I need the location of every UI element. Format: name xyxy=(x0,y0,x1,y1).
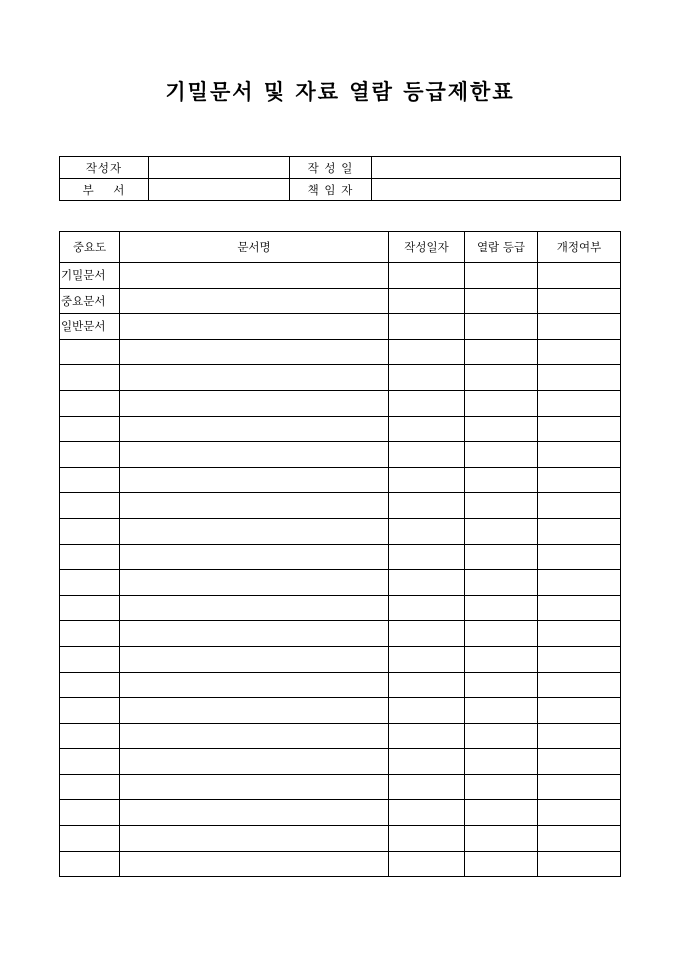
access-level-cell[interactable] xyxy=(465,339,538,365)
table-row xyxy=(60,570,621,596)
table-row xyxy=(60,442,621,468)
revision-cell[interactable] xyxy=(538,698,621,724)
table-row xyxy=(60,851,621,877)
access-level-cell[interactable] xyxy=(465,826,538,852)
created-date-cell[interactable] xyxy=(389,544,465,570)
access-level-cell[interactable] xyxy=(465,390,538,416)
document-name-cell[interactable] xyxy=(120,698,389,724)
table-row xyxy=(60,595,621,621)
importance-cell[interactable] xyxy=(60,390,120,416)
table-row xyxy=(60,749,621,775)
importance-cell[interactable] xyxy=(60,416,120,442)
created-date-cell[interactable] xyxy=(389,621,465,647)
access-level-cell[interactable] xyxy=(465,621,538,647)
author-info-table xyxy=(59,156,621,201)
revision-cell[interactable] xyxy=(538,826,621,852)
importance-cell[interactable]: 일반문서 xyxy=(60,314,120,340)
table-row xyxy=(60,672,621,698)
document-name-cell[interactable] xyxy=(120,288,389,314)
table-row xyxy=(60,314,621,340)
access-level-cell[interactable] xyxy=(465,595,538,621)
access-level-cell[interactable] xyxy=(465,467,538,493)
importance-cell[interactable] xyxy=(60,800,120,826)
access-level-cell[interactable] xyxy=(465,493,538,519)
table-row xyxy=(60,698,621,724)
revision-cell[interactable] xyxy=(538,467,621,493)
table-row xyxy=(60,416,621,442)
importance-cell[interactable] xyxy=(60,467,120,493)
importance-cell[interactable] xyxy=(60,749,120,775)
document-name-cell[interactable] xyxy=(120,723,389,749)
column-header-revision: 개정여부 xyxy=(538,232,621,263)
importance-cell[interactable] xyxy=(60,646,120,672)
info-row xyxy=(60,157,621,179)
access-level-cell[interactable] xyxy=(465,442,538,468)
column-header-importance: 중요도 xyxy=(60,232,120,263)
revision-cell[interactable] xyxy=(538,621,621,647)
created-date-cell[interactable] xyxy=(389,800,465,826)
importance-cell[interactable] xyxy=(60,774,120,800)
document-name-cell[interactable] xyxy=(120,774,389,800)
table-row xyxy=(60,365,621,391)
document-name-cell[interactable] xyxy=(120,851,389,877)
document-name-cell[interactable] xyxy=(120,365,389,391)
document-name-cell[interactable] xyxy=(120,570,389,596)
access-level-cell[interactable] xyxy=(465,723,538,749)
importance-cell[interactable] xyxy=(60,544,120,570)
column-header-access-level: 열람 등급 xyxy=(465,232,538,263)
document-grade-table xyxy=(59,231,621,877)
access-level-cell[interactable] xyxy=(465,851,538,877)
importance-cell[interactable] xyxy=(60,518,120,544)
table-row xyxy=(60,390,621,416)
importance-cell[interactable] xyxy=(60,365,120,391)
importance-cell[interactable] xyxy=(60,442,120,468)
date-field[interactable] xyxy=(372,157,621,179)
revision-cell[interactable] xyxy=(538,518,621,544)
table-row xyxy=(60,518,621,544)
document-name-cell[interactable] xyxy=(120,800,389,826)
revision-cell[interactable] xyxy=(538,595,621,621)
document-name-cell[interactable] xyxy=(120,314,389,340)
table-body xyxy=(60,263,621,877)
access-level-cell[interactable] xyxy=(465,800,538,826)
table-row xyxy=(60,774,621,800)
created-date-cell[interactable] xyxy=(389,263,465,289)
created-date-cell[interactable] xyxy=(389,416,465,442)
created-date-cell[interactable] xyxy=(389,646,465,672)
document-name-cell[interactable] xyxy=(120,442,389,468)
revision-cell[interactable] xyxy=(538,416,621,442)
table-row xyxy=(60,288,621,314)
revision-cell[interactable] xyxy=(538,774,621,800)
created-date-cell[interactable] xyxy=(389,749,465,775)
created-date-cell[interactable] xyxy=(389,467,465,493)
revision-cell[interactable] xyxy=(538,442,621,468)
importance-cell[interactable] xyxy=(60,826,120,852)
info-row xyxy=(60,179,621,201)
table-row xyxy=(60,493,621,519)
manager-field[interactable] xyxy=(372,179,621,201)
revision-cell[interactable] xyxy=(538,672,621,698)
created-date-cell[interactable] xyxy=(389,365,465,391)
created-date-cell[interactable] xyxy=(389,595,465,621)
document-name-cell[interactable] xyxy=(120,544,389,570)
created-date-cell[interactable] xyxy=(389,493,465,519)
revision-cell[interactable] xyxy=(538,723,621,749)
revision-cell[interactable] xyxy=(538,570,621,596)
document-name-cell[interactable] xyxy=(120,595,389,621)
document-name-cell[interactable] xyxy=(120,467,389,493)
revision-cell[interactable] xyxy=(538,263,621,289)
table-row xyxy=(60,646,621,672)
column-header-created-date: 작성일자 xyxy=(389,232,465,263)
table-row xyxy=(60,544,621,570)
access-level-cell[interactable] xyxy=(465,263,538,289)
access-level-cell[interactable] xyxy=(465,518,538,544)
access-level-cell[interactable] xyxy=(465,416,538,442)
table-row xyxy=(60,723,621,749)
department-field[interactable] xyxy=(149,179,290,201)
created-date-cell[interactable] xyxy=(389,774,465,800)
access-level-cell[interactable] xyxy=(465,365,538,391)
table-row xyxy=(60,467,621,493)
document-name-cell[interactable] xyxy=(120,493,389,519)
revision-cell[interactable] xyxy=(538,339,621,365)
table-header-row xyxy=(60,232,621,263)
document-name-cell[interactable] xyxy=(120,416,389,442)
access-level-cell[interactable] xyxy=(465,570,538,596)
revision-cell[interactable] xyxy=(538,390,621,416)
revision-cell[interactable] xyxy=(538,544,621,570)
created-date-cell[interactable] xyxy=(389,518,465,544)
created-date-cell[interactable] xyxy=(389,570,465,596)
revision-cell[interactable] xyxy=(538,800,621,826)
access-level-cell[interactable] xyxy=(465,646,538,672)
revision-cell[interactable] xyxy=(538,646,621,672)
access-level-cell[interactable] xyxy=(465,749,538,775)
importance-cell[interactable]: 중요문서 xyxy=(60,288,120,314)
document-name-cell[interactable] xyxy=(120,339,389,365)
importance-cell[interactable] xyxy=(60,723,120,749)
table-row xyxy=(60,263,621,289)
author-label: 작성자 xyxy=(60,157,149,179)
revision-cell[interactable] xyxy=(538,493,621,519)
manager-label: 책 임 자 xyxy=(290,179,372,201)
access-level-cell[interactable] xyxy=(465,698,538,724)
access-level-cell[interactable] xyxy=(465,774,538,800)
document-name-cell[interactable] xyxy=(120,621,389,647)
document-name-cell[interactable] xyxy=(120,518,389,544)
document-name-cell[interactable] xyxy=(120,263,389,289)
revision-cell[interactable] xyxy=(538,749,621,775)
created-date-cell[interactable] xyxy=(389,723,465,749)
revision-cell[interactable] xyxy=(538,851,621,877)
page-title: 기밀문서 및 자료 열람 등급제한표 xyxy=(165,79,515,104)
column-header-document-name: 문서명 xyxy=(120,232,389,263)
access-level-cell[interactable] xyxy=(465,288,538,314)
importance-cell[interactable] xyxy=(60,621,120,647)
importance-cell[interactable] xyxy=(60,493,120,519)
revision-cell[interactable] xyxy=(538,288,621,314)
access-level-cell[interactable] xyxy=(465,314,538,340)
table-row xyxy=(60,339,621,365)
revision-cell[interactable] xyxy=(538,365,621,391)
created-date-cell[interactable] xyxy=(389,339,465,365)
document-name-cell[interactable] xyxy=(120,390,389,416)
document-name-cell[interactable] xyxy=(120,672,389,698)
created-date-cell[interactable] xyxy=(389,698,465,724)
date-label: 작 성 일 xyxy=(290,157,372,179)
author-field[interactable] xyxy=(149,157,290,179)
importance-cell[interactable] xyxy=(60,672,120,698)
department-label: 부 서 xyxy=(60,179,149,201)
created-date-cell[interactable] xyxy=(389,314,465,340)
access-level-cell[interactable] xyxy=(465,672,538,698)
document-name-cell[interactable] xyxy=(120,749,389,775)
created-date-cell[interactable] xyxy=(389,390,465,416)
importance-cell[interactable]: 기밀문서 xyxy=(60,263,120,289)
importance-cell[interactable] xyxy=(60,595,120,621)
revision-cell[interactable] xyxy=(538,314,621,340)
document-name-cell[interactable] xyxy=(120,826,389,852)
created-date-cell[interactable] xyxy=(389,672,465,698)
importance-cell[interactable] xyxy=(60,698,120,724)
created-date-cell[interactable] xyxy=(389,288,465,314)
document-name-cell[interactable] xyxy=(120,646,389,672)
created-date-cell[interactable] xyxy=(389,442,465,468)
access-level-cell[interactable] xyxy=(465,544,538,570)
table-row xyxy=(60,621,621,647)
importance-cell[interactable] xyxy=(60,339,120,365)
created-date-cell[interactable] xyxy=(389,826,465,852)
importance-cell[interactable] xyxy=(60,851,120,877)
table-row xyxy=(60,800,621,826)
importance-cell[interactable] xyxy=(60,570,120,596)
created-date-cell[interactable] xyxy=(389,851,465,877)
table-row xyxy=(60,826,621,852)
